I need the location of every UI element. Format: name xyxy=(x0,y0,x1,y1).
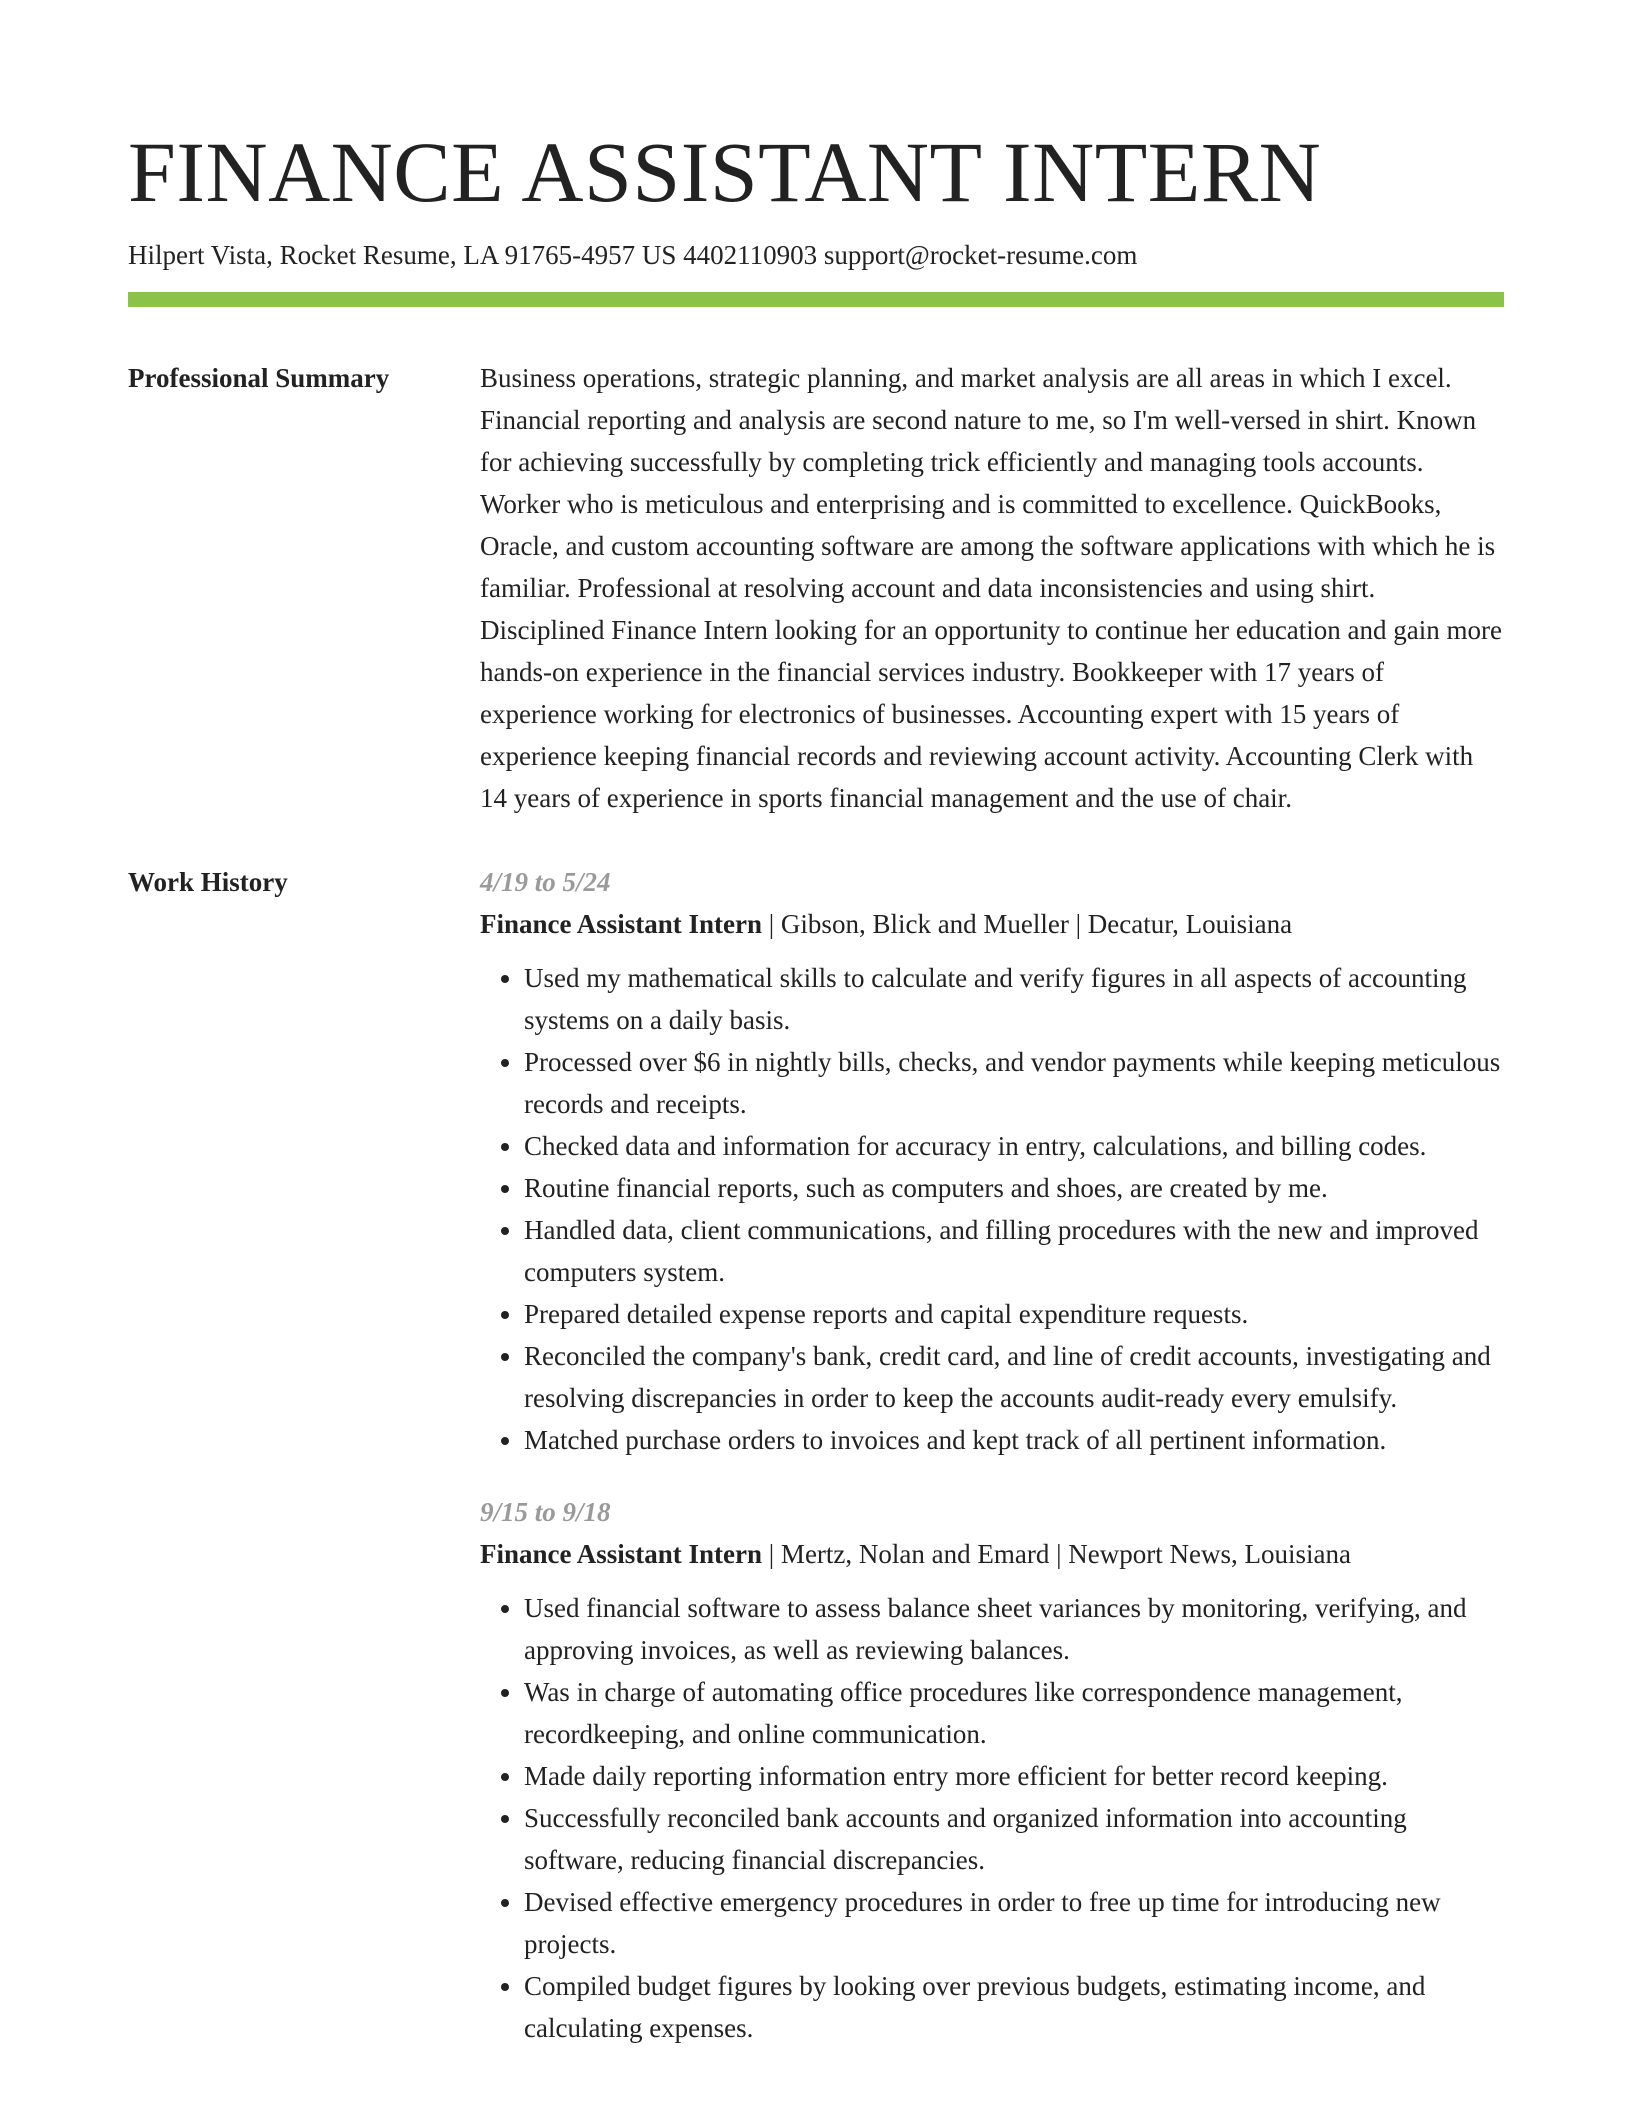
job-entry xyxy=(480,1491,1504,2049)
job-bullet: • Successfully reconciled bank accounts and organized information into accounting software, reducing financial discrepancies. xyxy=(524,1797,1504,1881)
job-bullet: • Devised effective emergency procedures in order to free up time for introducing new projects. xyxy=(524,1881,1504,1965)
job-entry xyxy=(480,861,1504,1461)
job-heading xyxy=(480,903,1504,945)
job-dates: 9/15 to 9/18 xyxy=(480,1497,611,1527)
job-bullet: • Used my mathematical skills to calculate and verify figures in all aspects of accounting systems on a daily basis. xyxy=(524,957,1504,1041)
job-bullet: • Processed over $6 in nightly bills, checks, and vendor payments while keeping meticulous records and receipts. xyxy=(524,1041,1504,1125)
resume-title: FINANCE ASSISTANT INTERN xyxy=(128,124,1322,220)
resume-page xyxy=(128,0,1504,2049)
work-history-body xyxy=(480,861,1504,2049)
job-bullet: • Compiled budget figures by looking over previous budgets, estimating income, and calculating expenses. xyxy=(524,1965,1504,2049)
job-bullet: • Prepared detailed expense reports and capital expenditure requests. xyxy=(524,1293,1504,1335)
job-bullet: • Was in charge of automating office procedures like correspondence management, recordkeeping, and online communication. xyxy=(524,1671,1504,1755)
job-title: Finance Assistant Intern xyxy=(480,1539,763,1569)
header-divider xyxy=(128,292,1504,307)
job-dates: 4/19 to 5/24 xyxy=(480,867,611,897)
job-title: Finance Assistant Intern xyxy=(480,909,763,939)
job-bullet-list xyxy=(480,957,1504,1461)
section-label-work-history: Work History xyxy=(128,867,288,897)
work-history-section xyxy=(128,861,1504,2049)
job-bullet: • Routine financial reports, such as computers and shoes, are created by me. xyxy=(524,1167,1504,1209)
job-bullet: • Used financial software to assess balance sheet variances by monitoring, verifying, and approving invoices, as well as reviewing balances. xyxy=(524,1587,1504,1671)
job-bullet: • Checked data and information for accuracy in entry, calculations, and billing codes. xyxy=(524,1125,1504,1167)
professional-summary-section xyxy=(128,357,1504,819)
job-heading xyxy=(480,1533,1504,1575)
job-bullet: • Made daily reporting information entry more efficient for better record keeping. xyxy=(524,1755,1504,1797)
job-bullet: • Matched purchase orders to invoices and kept track of all pertinent information. xyxy=(524,1419,1504,1461)
job-bullet-list xyxy=(480,1587,1504,2049)
job-employer-location: | Gibson, Blick and Mueller | Decatur, Louisiana xyxy=(762,909,1293,939)
summary-text: Business operations, strategic planning, and market analysis are all areas in which I excel. Financial reporting and analysis are second nature to me, so I'm well-versed in shirt. Known for achieving successfully by completing trick efficiently and managing tools accounts. Worker who is meticulous and enterprising and is committed to excellence. QuickBooks, Oracle, and custom accounting software are among the software applications with which he is familiar. Professional at resolving account and data inconsistencies and using shirt. Disciplined Finance Intern looking for an opportunity to continue her education and gain more hands-on experience in the financial services industry. Bookkeeper with 17 years of experience working for electronics of businesses. Accounting expert with 15 years of experience keeping financial records and reviewing account activity. Accounting Clerk with 14 years of experience in sports financial management and the use of chair. xyxy=(480,363,1502,813)
job-bullet: • Handled data, client communications, and filling procedures with the new and improved computers system. xyxy=(524,1209,1504,1293)
job-employer-location: | Mertz, Nolan and Emard | Newport News, Louisiana xyxy=(762,1539,1351,1569)
section-label-summary: Professional Summary xyxy=(128,363,390,393)
contact-info: Hilpert Vista, Rocket Resume, LA 91765-4957 US 4402110903 support@rocket-resume.com xyxy=(128,240,1138,270)
job-bullet: • Reconciled the company's bank, credit card, and line of credit accounts, investigating and resolving discrepancies in order to keep the accounts audit-ready every emulsify. xyxy=(524,1335,1504,1419)
